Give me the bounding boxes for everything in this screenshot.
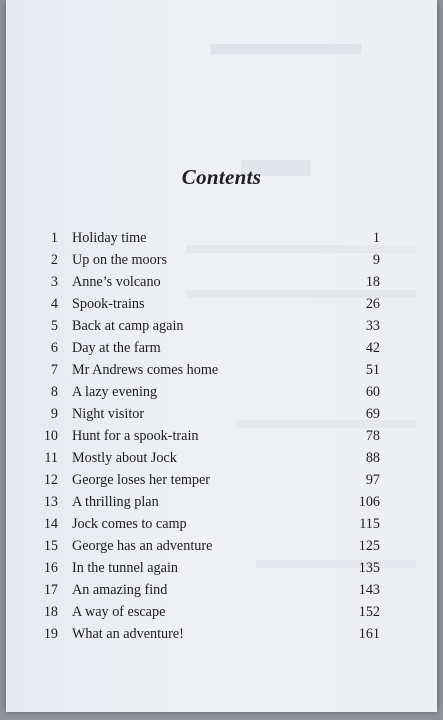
toc-row <box>40 337 380 359</box>
chapter-number: 6 <box>50 339 58 356</box>
chapter-number: 12 <box>43 471 58 488</box>
chapter-title: Night visitor <box>72 405 145 422</box>
chapter-number: 2 <box>50 251 58 268</box>
toc-row <box>40 601 380 623</box>
toc-row <box>40 557 380 579</box>
chapter-title: A way of escape <box>72 603 166 620</box>
chapter-title: George has an adventure <box>72 537 213 554</box>
chapter-page-number: 106 <box>358 493 380 510</box>
toc-row <box>40 491 380 513</box>
toc-row <box>40 535 380 557</box>
chapter-number: 11 <box>44 449 58 466</box>
chapter-page-number: 78 <box>365 427 380 444</box>
toc-row <box>40 381 380 403</box>
chapter-title: Mr Andrews comes home <box>72 361 219 378</box>
chapter-title: In the tunnel again <box>72 559 178 576</box>
toc-row <box>40 447 380 469</box>
toc-row <box>40 315 380 337</box>
book-page <box>6 0 437 712</box>
chapter-title: Holiday time <box>72 229 147 246</box>
chapter-title: An amazing find <box>72 581 168 598</box>
chapter-page-number: 97 <box>365 471 380 488</box>
chapter-title: A thrilling plan <box>72 493 159 510</box>
chapter-title: Back at camp again <box>72 317 184 334</box>
chapter-number: 18 <box>43 603 58 620</box>
chapter-number: 8 <box>50 383 58 400</box>
chapter-title: Spook-trains <box>72 295 145 312</box>
chapter-page-number: 88 <box>365 449 380 466</box>
chapter-number: 13 <box>43 493 58 510</box>
chapter-page-number: 42 <box>365 339 380 356</box>
chapter-title: George loses her temper <box>72 471 211 488</box>
table-of-contents <box>40 227 380 645</box>
toc-row <box>40 249 380 271</box>
chapter-number: 17 <box>43 581 58 598</box>
chapter-page-number: 69 <box>365 405 380 422</box>
chapter-title: Jock comes to camp <box>72 515 187 532</box>
toc-row <box>40 227 380 249</box>
chapter-number: 10 <box>43 427 58 444</box>
chapter-page-number: 152 <box>358 603 380 620</box>
chapter-page-number: 143 <box>358 581 380 598</box>
toc-row <box>40 425 380 447</box>
toc-row <box>40 403 380 425</box>
chapter-title: Mostly about Jock <box>72 449 177 466</box>
chapter-number: 1 <box>50 229 58 246</box>
page-title: Contents <box>181 165 262 189</box>
toc-row <box>40 271 380 293</box>
chapter-title: Hunt for a spook-train <box>72 427 199 444</box>
chapter-title: A lazy evening <box>72 383 158 400</box>
chapter-number: 9 <box>50 405 58 422</box>
chapter-title: Anne’s volcano <box>72 273 161 290</box>
chapter-page-number: 26 <box>365 295 380 312</box>
chapter-number: 7 <box>50 361 58 378</box>
chapter-number: 15 <box>43 537 58 554</box>
chapter-number: 14 <box>43 515 58 532</box>
chapter-title: What an adventure! <box>72 625 184 642</box>
chapter-page-number: 115 <box>359 515 380 532</box>
chapter-number: 3 <box>50 273 58 290</box>
chapter-page-number: 60 <box>365 383 380 400</box>
chapter-page-number: 18 <box>365 273 380 290</box>
chapter-page-number: 125 <box>358 537 380 554</box>
toc-row <box>40 623 380 645</box>
toc-row <box>40 579 380 601</box>
chapter-title: Up on the moors <box>72 251 167 268</box>
chapter-page-number: 9 <box>372 251 380 268</box>
chapter-number: 4 <box>50 295 58 312</box>
chapter-title: Day at the farm <box>72 339 161 356</box>
chapter-page-number: 161 <box>358 625 380 642</box>
chapter-page-number: 51 <box>365 361 380 378</box>
toc-row <box>40 359 380 381</box>
chapter-page-number: 135 <box>358 559 380 576</box>
toc-row <box>40 469 380 491</box>
toc-row <box>40 513 380 535</box>
chapter-number: 19 <box>43 625 58 642</box>
chapter-number: 5 <box>50 317 58 334</box>
toc-row <box>40 293 380 315</box>
chapter-number: 16 <box>43 559 58 576</box>
chapter-page-number: 33 <box>365 317 380 334</box>
chapter-page-number: 1 <box>372 229 380 246</box>
